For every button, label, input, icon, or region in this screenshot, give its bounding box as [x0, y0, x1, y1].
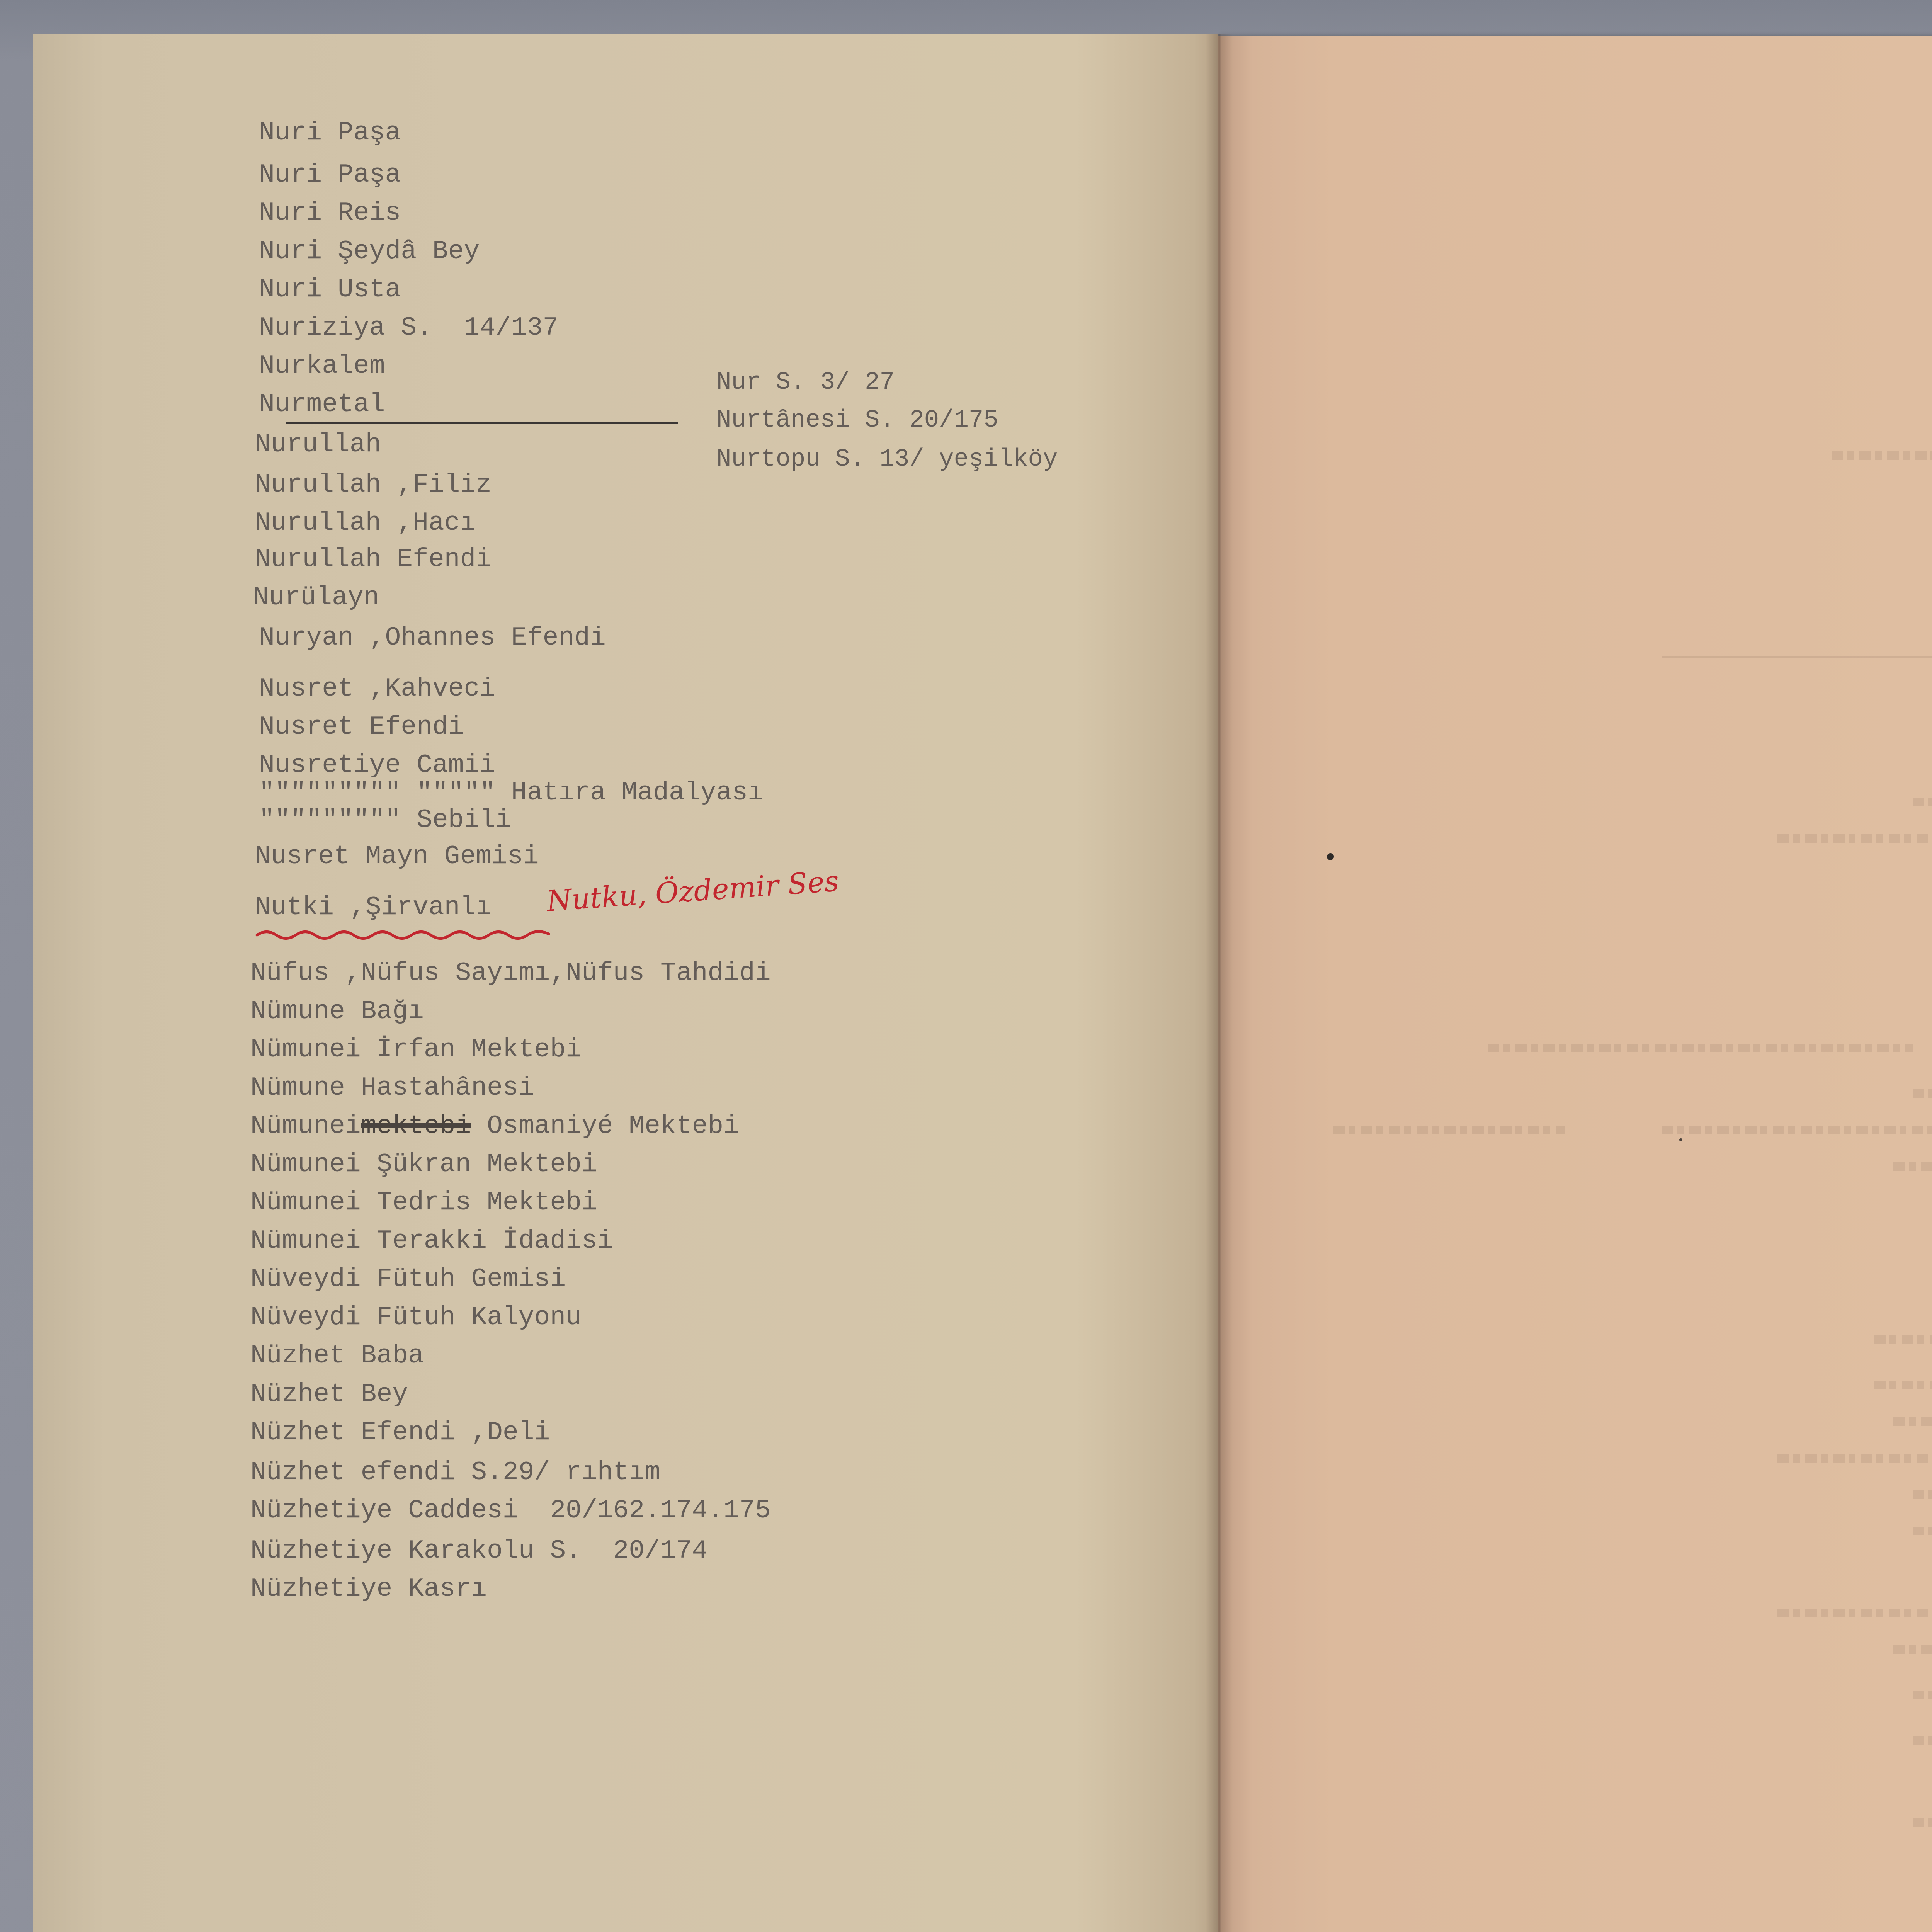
entry-text: Nümunei — [250, 1111, 361, 1141]
index-entry: Nurmetal — [259, 389, 385, 419]
index-entry: Nüzhet efendi S.29/ rıhtım — [250, 1458, 660, 1487]
index-entry: Nümunei Tedris Mektebi — [250, 1188, 597, 1218]
index-entry: Nümunei İrfan Mektebi — [250, 1035, 582, 1065]
red-wavy-underline-stroke — [257, 932, 549, 939]
index-entry: Nurullah ,Hacı — [255, 508, 476, 538]
index-entry: Nüzhet Efendi ,Deli — [250, 1418, 550, 1447]
index-entry: Nüveydi Fütuh Kalyonu — [250, 1303, 582, 1332]
right-page — [1218, 36, 1932, 1932]
index-entry: Nüzhetiye Caddesi 20/162.174.175 — [250, 1496, 771, 1526]
index-entry: Nuri Paşa — [259, 118, 401, 148]
side-index-entry: Nur S. 3/ 27 — [716, 369, 895, 396]
index-entry: Nümune Bağı — [250, 997, 424, 1026]
index-entry: Nuriziya S. 14/137 — [259, 313, 559, 343]
entry-text: Osmaniyé Mektebi — [471, 1111, 740, 1141]
index-entry: Nusretiye Camii — [259, 750, 496, 780]
index-entry: Nümunei Şükran Mektebi — [250, 1150, 597, 1179]
index-entry: Nüzhetiye Kasrı — [250, 1574, 487, 1604]
index-entry-ditto: """"""""" """"" Hatıra Madalyası — [259, 778, 764, 808]
separator-line — [286, 422, 678, 424]
book-gutter — [1206, 34, 1233, 1932]
index-entry: Nurülayn — [253, 583, 379, 612]
struck-out-text: mektebi — [361, 1111, 471, 1141]
index-entry: Nusret ,Kahveci — [259, 674, 496, 704]
index-entry: Nüzhetiye Karakolu S. 20/174 — [250, 1536, 708, 1566]
handwritten-red-note: Nutku, Özdemir Ses — [546, 864, 840, 918]
index-entry: Nuri Reis — [259, 198, 401, 228]
left-page — [33, 34, 1218, 1932]
index-entry: Nüfus ,Nüfus Sayımı,Nüfus Tahdidi — [250, 958, 771, 988]
index-entry: Nusret Efendi — [259, 712, 464, 742]
index-entry-corrected — [250, 1107, 739, 1146]
index-entry: Nümunei Terakki İdadisi — [250, 1226, 613, 1256]
index-entry: Nuri Şeydâ Bey — [259, 236, 480, 266]
index-entry: Nüzhet Bey — [250, 1379, 408, 1409]
index-entry: Nuryan ,Ohannes Efendi — [259, 623, 606, 653]
red-wavy-underline — [255, 925, 564, 945]
index-entry: Nuri Usta — [259, 275, 401, 304]
index-entry: Nusret Mayn Gemisi — [255, 842, 539, 871]
index-entry: Nurullah — [255, 430, 381, 459]
side-index-entry: Nurtânesi S. 20/175 — [716, 406, 998, 434]
index-entry: Nurullah Efendi — [255, 544, 492, 574]
index-entry: Nümune Hastahânesi — [250, 1073, 534, 1103]
index-entry: Nuri Paşa — [259, 160, 401, 190]
index-entry: Nüzhet Baba — [250, 1341, 424, 1371]
side-index-entry: Nurtopu S. 13/ yeşilköy — [716, 446, 1058, 473]
index-entry: Nurkalem — [259, 351, 385, 381]
index-entry: Nutki ,Şirvanlı — [255, 893, 492, 922]
index-entry: Nüveydi Fütuh Gemisi — [250, 1264, 566, 1294]
index-entry: Nurullah ,Filiz — [255, 470, 492, 500]
index-entry-ditto: """"""""" Sebili — [259, 805, 511, 835]
